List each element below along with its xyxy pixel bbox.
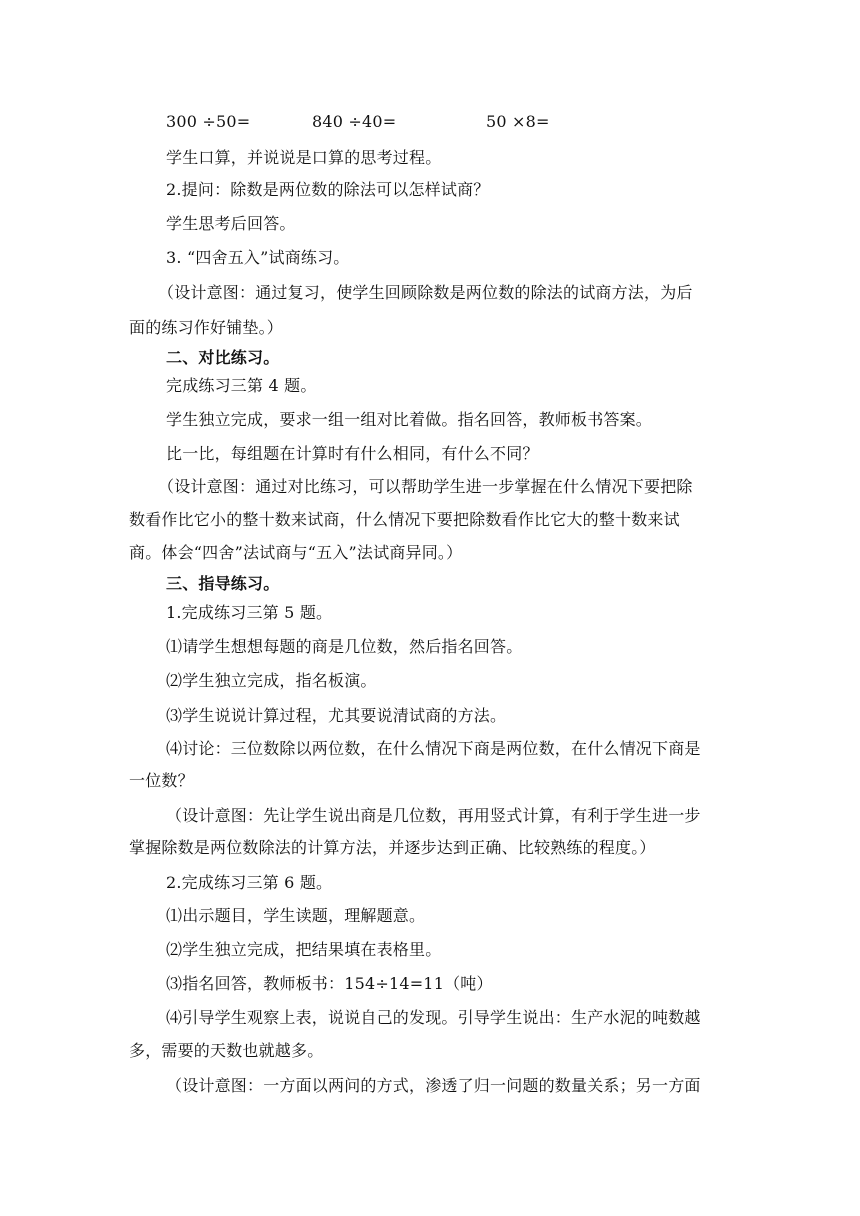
design-intent-line: 掌握除数是两位数除法的计算方法，并逐步达到正确、比较熟练的程度。） <box>129 838 656 857</box>
paragraph-line: 学生口算，并说说是口算的思考过程。 <box>166 148 442 167</box>
paragraph-line: 比一比，每组题在计算时有什么相同，有什么不同？ <box>166 444 539 463</box>
design-intent-line: （设计意图：一方面以两问的方式，渗透了归一问题的数量关系；另一方面 <box>166 1076 701 1095</box>
paragraph-line: 2.完成练习三第 6 题。 <box>166 873 333 892</box>
paragraph-line: 学生思考后回答。 <box>166 214 296 233</box>
calc-item-2: 840 ÷40= <box>312 112 397 131</box>
design-intent-line: 商。体会“四舍”法试商与“五入”法试商异同。） <box>129 543 463 562</box>
paragraph-line: 3. “四舍五入”试商练习。 <box>166 248 350 267</box>
calc-item-3: 50 ×8= <box>486 112 550 131</box>
step-line: ⑷引导学生观察上表，说说自己的发现。引导学生说出：生产水泥的吨数越 <box>166 1008 701 1027</box>
design-intent-line: （设计意图：先让学生说出商是几位数，再用竖式计算，有利于学生进一步 <box>166 806 701 825</box>
design-intent-line: 面的练习作好铺垫。） <box>129 318 284 337</box>
calculation-row <box>0 112 860 132</box>
design-intent-line: 数看作比它小的整十数来试商，什么情况下要把除数看作比它大的整十数来试 <box>129 510 680 529</box>
step-line: ⑴出示题目，学生读题，理解题意。 <box>166 906 426 925</box>
paragraph-line: 学生独立完成，要求一组一组对比着做。指名回答，教师板书答案。 <box>166 410 653 429</box>
step-line: ⑵学生独立完成，指名板演。 <box>166 671 377 690</box>
step-line: ⑴请学生想想每题的商是几位数，然后指名回答。 <box>166 637 523 656</box>
step-line: ⑶指名回答，教师板书：154÷14=11（吨） <box>166 974 493 993</box>
design-intent-line: （设计意图：通过复习，使学生回顾除数是两位数的除法的试商方法，为后 <box>158 283 693 302</box>
section-heading: 三、指导练习。 <box>166 574 280 593</box>
question-line: 2.提问：除数是两位数的除法可以怎样试商？ <box>166 180 490 199</box>
paragraph-line: 完成练习三第 4 题。 <box>166 376 317 395</box>
section-heading: 二、对比练习。 <box>166 348 280 367</box>
paragraph-line: 1.完成练习三第 5 题。 <box>166 603 333 622</box>
step-line: 一位数？ <box>129 771 194 790</box>
step-line: ⑶学生说说计算过程，尤其要说清试商的方法。 <box>166 706 507 725</box>
step-line: 多，需要的天数也就越多。 <box>129 1041 324 1060</box>
step-line: ⑵学生独立完成，把结果填在表格里。 <box>166 940 442 959</box>
calc-item-1: 300 ÷50= <box>166 112 251 131</box>
step-line: ⑷讨论：三位数除以两位数，在什么情况下商是两位数，在什么情况下商是 <box>166 739 701 758</box>
design-intent-line: （设计意图：通过对比练习，可以帮助学生进一步掌握在什么情况下要把除 <box>158 477 693 496</box>
